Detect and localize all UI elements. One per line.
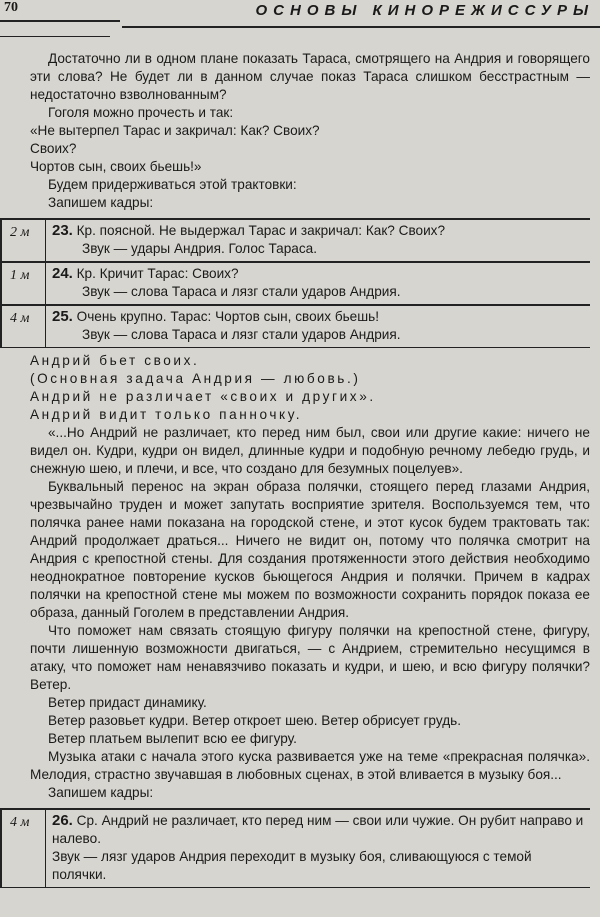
shot-table — [0, 218, 590, 348]
quote-line: Своих? — [30, 141, 77, 156]
text-line: Запишем кадры: — [48, 195, 154, 210]
shot-description — [46, 306, 405, 347]
shot-description — [46, 263, 405, 304]
shot-text: Очень крупно. Тарас: Чортов сын, своих бьешь! — [76, 309, 380, 324]
shot-text: Кр. Кричит Тарас: Своих? — [76, 266, 239, 281]
shot-description — [46, 810, 590, 887]
paragraph: Достаточно ли в одном плане показать Тараса, смотрящего на Андрия и говорящего эти слова? Не будет ли в данном случае показ Тараса слишком бесстрастным — недостаточно взволнованным? — [30, 51, 590, 102]
shot-text: Кр. поясной. Не выдержал Тарас и закричал: Как? Своих? — [76, 223, 446, 238]
quote-line: Чортов сын, своих бьешь!» — [30, 159, 202, 174]
shot-duration: 4 м — [0, 810, 46, 887]
running-title: ОСНОВЫ КИНОРЕЖИССУРЫ — [255, 2, 594, 19]
header-rule — [0, 20, 120, 22]
shot-sound: Звук — лязг ударов Андрия переходит в музыку боя, сливающуюся с темой полячки. — [52, 849, 532, 882]
quote-line: «Не вытерпел Тарас и закричал: Как? Своих? — [30, 123, 320, 138]
header-rule-lower — [0, 36, 110, 37]
spaced-line: Андрий видит только панночку. — [30, 407, 303, 422]
shot-description — [46, 220, 449, 261]
header-bar — [122, 0, 600, 28]
page-body — [10, 50, 590, 892]
text-line: Будем придерживаться этой трактовки: — [48, 177, 297, 192]
shot-duration: 2 м — [0, 220, 46, 261]
text-line: Ветер разовьет кудри. Ветер откроет шею. Ветер обрисует грудь. — [48, 713, 461, 728]
shot-row — [0, 262, 590, 305]
shot-number: 25. — [52, 308, 73, 325]
spaced-line: (Основная задача Андрия — любовь.) — [30, 371, 361, 386]
shot-row — [0, 305, 590, 348]
shot-sound: Звук — слова Тараса и лязг стали ударов Андрия. — [82, 284, 401, 299]
shot-sound: Звук — слова Тараса и лязг стали ударов Андрия. — [82, 327, 401, 342]
spaced-line: Андрий бьет своих. — [30, 353, 200, 368]
page-header — [0, 0, 600, 42]
spaced-line: Андрий не различает «своих и других». — [30, 389, 376, 404]
paragraph: Музыка атаки с начала этого куска развивается уже на теме «прекрасная полячка». Мелодия, страстно звучавшая в любовных сценах, в этой вливается в музыку боя... — [30, 749, 590, 782]
shot-number: 23. — [52, 222, 73, 239]
shot-number: 26. — [52, 812, 73, 829]
paragraph: Буквальный перенос на экран образа полячки, стоящего перед глазами Андрия, чрезвычайно труден и может запутать восприятие зрителя. Воспользуемся тем, что полячка ранее нами показана на городской стене, и этот кусок будем трактовать так: Андрий продолжает драться... Ничего не видит он, потому что полячка смотрит на Андрия с крепостной стены. Для создания протяженности этого действия необходимо неоднократное повторение кусков бьющегося Андрия и полячки. Причем в кадрах полячки на крепостной стене мы можем по возможности сохранить порядок показа ее образа, данный Гоголем в представлении Андрия. — [30, 479, 590, 620]
shot-duration: 1 м — [0, 263, 46, 304]
shot-text: Ср. Андрий не различает, кто перед ним — свои или чужие. Он рубит направо и налево. — [52, 813, 584, 846]
text-line: Ветер придаст динамику. — [48, 695, 207, 710]
paragraph: Что поможет нам связать стоящую фигуру полячки на крепостной стене, фигуру, почти лишенную возможности двигаться, — с Андрием, стремительно несущимся в атаку, что поможет нам ненавязчиво показать и кудри, и шею, и всю фигуру полячки? Ветер. — [30, 623, 590, 692]
text-line: Гоголя можно прочесть и так: — [48, 105, 234, 120]
text-line: Ветер платьем вылепит всю ее фигуру. — [48, 731, 297, 746]
shot-row — [0, 218, 590, 262]
text-line: Запишем кадры: — [48, 785, 154, 800]
shot-duration: 4 м — [0, 306, 46, 347]
shot-table — [0, 808, 590, 888]
shot-row — [0, 808, 590, 888]
shot-number: 24. — [52, 265, 73, 282]
page-number: 70 — [4, 0, 18, 15]
shot-sound: Звук — удары Андрия. Голос Тараса. — [82, 241, 317, 256]
quote-paragraph: «...Но Андрий не различает, кто перед ним был, свои или другие какие: ничего не видел он. Кудри, кудри он видел, длинные кудри и подобную речному лебедю грудь, и снежную шею, и плечи, и все, что создано для безумных поцелуев». — [30, 425, 590, 476]
